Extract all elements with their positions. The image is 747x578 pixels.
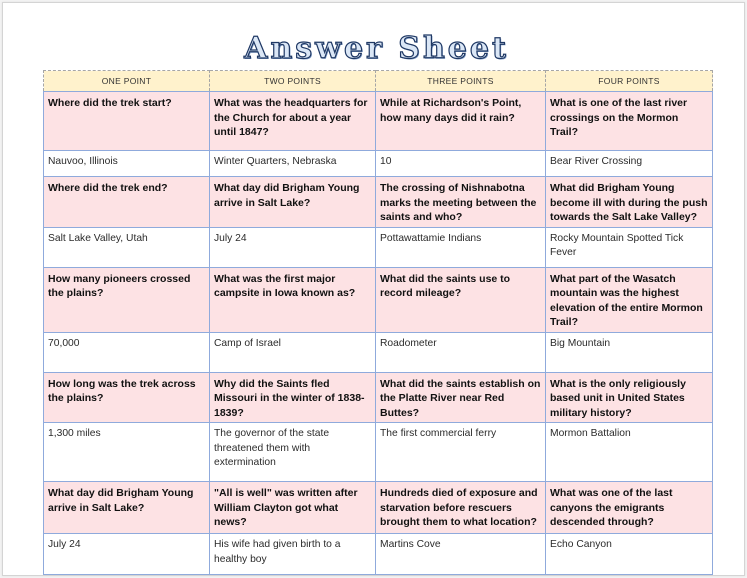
header-four-points: FOUR POINTS (546, 71, 713, 92)
question-cell: What was the headquarters for the Church for about a year until 1847? (210, 92, 376, 151)
answer-cell: Camp of Israel (210, 332, 376, 372)
answer-cell: Bear River Crossing (546, 151, 713, 177)
header-row (44, 71, 713, 92)
answer-table (43, 70, 713, 575)
answer-cell: 70,000 (44, 332, 210, 372)
answer-cell: Nauvoo, Illinois (44, 151, 210, 177)
header-three-points: THREE POINTS (376, 71, 546, 92)
answer-cell: The first commercial ferry (376, 423, 546, 482)
question-cell: How many pioneers crossed the plains? (44, 267, 210, 332)
document-page (2, 2, 745, 576)
question-cell: How long was the trek across the plains? (44, 372, 210, 423)
answer-cell: Winter Quarters, Nebraska (210, 151, 376, 177)
question-cell: What did Brigham Young become ill with during the push towards the Salt Lake Valley? (546, 177, 713, 228)
question-cell: What day did Brigham Young arrive in Salt Lake? (44, 482, 210, 534)
question-row (44, 177, 713, 228)
question-cell: Where did the trek end? (44, 177, 210, 228)
answer-cell: Big Mountain (546, 332, 713, 372)
question-cell: While at Richardson's Point, how many days did it rain? (376, 92, 546, 151)
answer-cell: Echo Canyon (546, 534, 713, 575)
question-row (44, 92, 713, 151)
page-title: Answer Sheet (244, 31, 509, 66)
question-cell: What day did Brigham Young arrive in Salt Lake? (210, 177, 376, 228)
header-one-point: ONE POINT (44, 71, 210, 92)
answer-cell: Rocky Mountain Spotted Tick Fever (546, 227, 713, 267)
question-cell: Why did the Saints fled Missouri in the winter of 1838-1839? (210, 372, 376, 423)
question-cell: Hundreds died of exposure and starvation before rescuers brought them to what location? (376, 482, 546, 534)
answer-cell: Mormon Battalion (546, 423, 713, 482)
answer-cell: 10 (376, 151, 546, 177)
answer-cell: July 24 (44, 534, 210, 575)
header-two-points: TWO POINTS (210, 71, 376, 92)
question-cell: What was one of the last canyons the emigrants descended through? (546, 482, 713, 534)
answer-cell: Martins Cove (376, 534, 546, 575)
question-row (44, 267, 713, 332)
question-cell: The crossing of Nishnabotna marks the meeting between the saints and who? (376, 177, 546, 228)
answer-row (44, 227, 713, 267)
answer-cell: The governor of the state threatened them with extermination (210, 423, 376, 482)
question-cell: What is the only religiously based unit in United States military history? (546, 372, 713, 423)
answer-row (44, 332, 713, 372)
answer-row (44, 151, 713, 177)
answer-cell: Salt Lake Valley, Utah (44, 227, 210, 267)
answer-cell: 1,300 miles (44, 423, 210, 482)
answer-cell: His wife had given birth to a healthy boy (210, 534, 376, 575)
question-cell: "All is well" was written after William Clayton got what news? (210, 482, 376, 534)
answer-row (44, 534, 713, 575)
question-cell: What did the saints establish on the Platte River near Red Buttes? (376, 372, 546, 423)
answer-cell: Pottawattamie Indians (376, 227, 546, 267)
answer-cell: Roadometer (376, 332, 546, 372)
question-row (44, 482, 713, 534)
answer-cell: July 24 (210, 227, 376, 267)
question-row (44, 372, 713, 423)
question-cell: What is one of the last river crossings on the Mormon Trail? (546, 92, 713, 151)
question-cell: What did the saints use to record mileage? (376, 267, 546, 332)
answer-row (44, 423, 713, 482)
question-cell: What part of the Wasatch mountain was the highest elevation of the entire Mormon Trail? (546, 267, 713, 332)
question-cell: Where did the trek start? (44, 92, 210, 151)
question-cell: What was the first major campsite in Iowa known as? (210, 267, 376, 332)
